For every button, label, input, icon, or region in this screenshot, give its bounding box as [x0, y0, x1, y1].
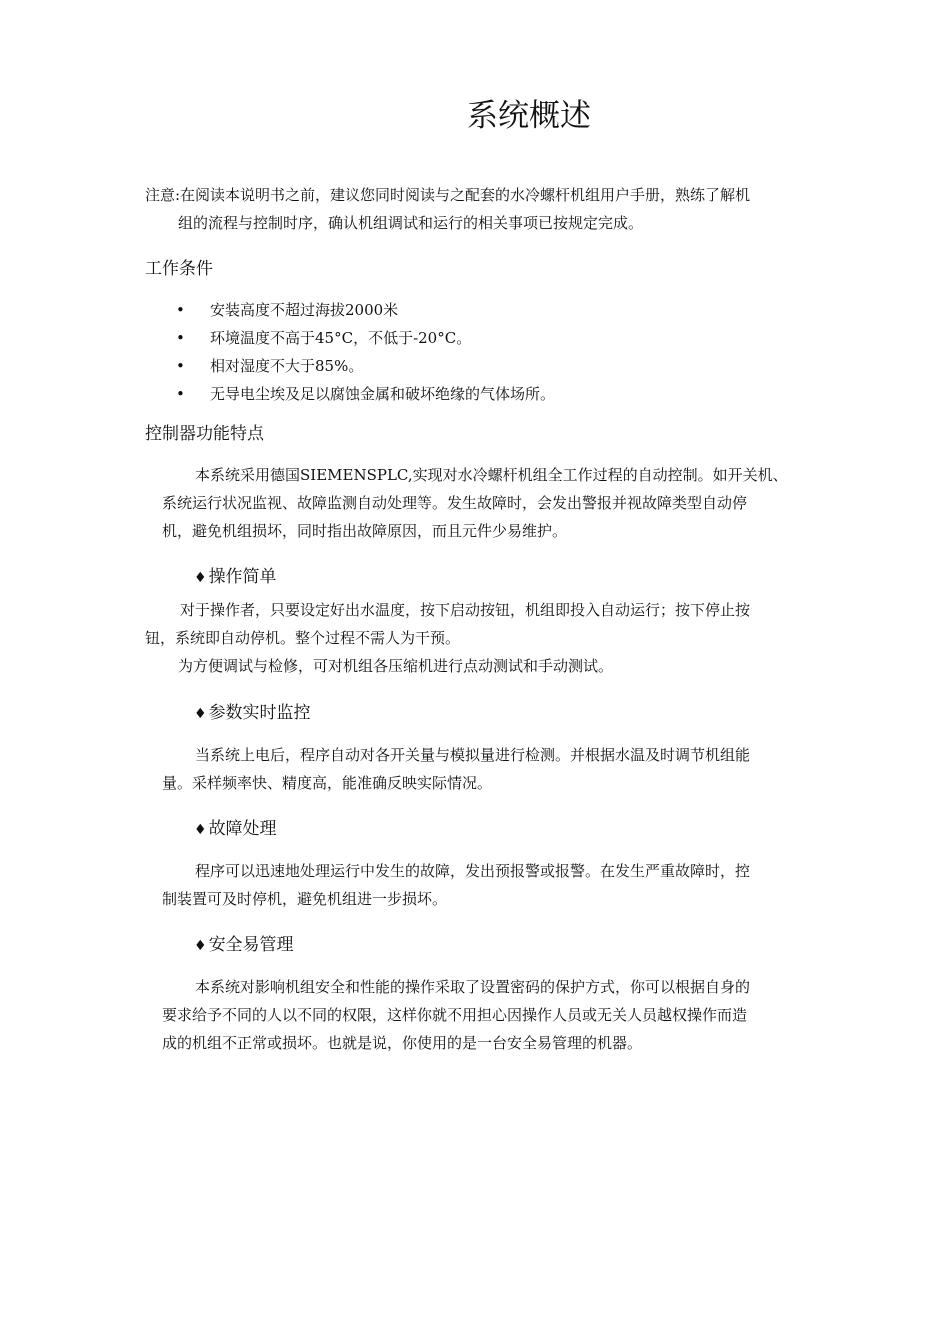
bullet-marker: •: [176, 329, 185, 347]
safety-heading-text: 安全易管理: [208, 935, 294, 955]
condition-item: 相对湿度不大于85%。: [210, 357, 364, 375]
features-intro-line: 本系统采用德国SIEMENSPLC,实现对水冷螺杆机组全工作过程的自动控制。如开关机、: [195, 466, 788, 484]
safety-heading: [194, 931, 294, 960]
condition-item: 无导电尘埃及足以腐蚀金属和破坏绝缘的气体场所。: [210, 385, 556, 403]
fault-heading: [194, 815, 277, 844]
monitor-heading: [194, 699, 311, 728]
safety-line: 本系统对影响机组安全和性能的操作采取了设置密码的保护方式，你可以根据自身的: [195, 978, 751, 996]
simple-line: 对于操作者，只要设定好出水温度，按下启动按钮，机组即投入自动运行；按下停止按: [180, 601, 751, 619]
page-title: 系统概述: [467, 98, 591, 134]
diamond-bullet-icon: ♦: [194, 938, 207, 954]
bullet-marker: •: [176, 301, 185, 319]
bullet-marker: •: [176, 357, 185, 375]
features-heading: 控制器功能特点: [145, 424, 264, 444]
features-intro-line: 系统运行状况监视、故障监测自动处理等。发生故障时，会发出警报并视故障类型自动停: [162, 494, 748, 512]
work-conditions-heading: 工作条件: [145, 259, 213, 279]
diamond-bullet-icon: ♦: [194, 570, 207, 586]
fault-line: 程序可以迅速地处理运行中发生的故障，发出预报警或报警。在发生严重故障时，控: [195, 862, 751, 880]
note-line-1: 注意:在阅读本说明书之前，建议您同时阅读与之配套的水冷螺杆机组用户手册，熟练了解机: [145, 186, 751, 204]
condition-item: 环境温度不高于45°C，不低于-20°C。: [210, 329, 472, 347]
features-intro-line: 机，避免机组损坏，同时指出故障原因，而且元件少易维护。: [162, 522, 568, 540]
condition-item: 安装高度不超过海拔2000米: [210, 301, 399, 319]
simple-line: 钮，系统即自动停机。整个过程不需人为干预。: [145, 629, 461, 647]
note-line-2: 组的流程与控制时序，确认机组调试和运行的相关事项已按规定完成。: [178, 214, 644, 232]
monitor-line: 量。采样频率快、精度高，能准确反映实际情况。: [162, 774, 493, 792]
fault-line: 制装置可及时停机，避免机组进一步损坏。: [162, 890, 448, 908]
monitor-line: 当系统上电后，程序自动对各开关量与模拟量进行检测。并根据水温及时调节机组能: [195, 746, 751, 764]
simple-operation-heading-text: 操作简单: [208, 567, 277, 587]
safety-line: 成的机组不正常或损坏。也就是说，你使用的是一台安全易管理的机器。: [162, 1034, 643, 1052]
safety-line: 要求给予不同的人以不同的权限，这样你就不用担心因操作人员或无关人员越权操作而造: [162, 1006, 748, 1024]
fault-heading-text: 故障处理: [208, 819, 277, 839]
diamond-bullet-icon: ♦: [194, 706, 207, 722]
simple-line: 为方便调试与检修，可对机组各压缩机进行点动测试和手动测试。: [178, 657, 614, 675]
monitor-heading-text: 参数实时监控: [208, 703, 311, 723]
bullet-marker: •: [176, 385, 185, 403]
simple-operation-heading: [194, 563, 277, 592]
diamond-bullet-icon: ♦: [194, 822, 207, 838]
